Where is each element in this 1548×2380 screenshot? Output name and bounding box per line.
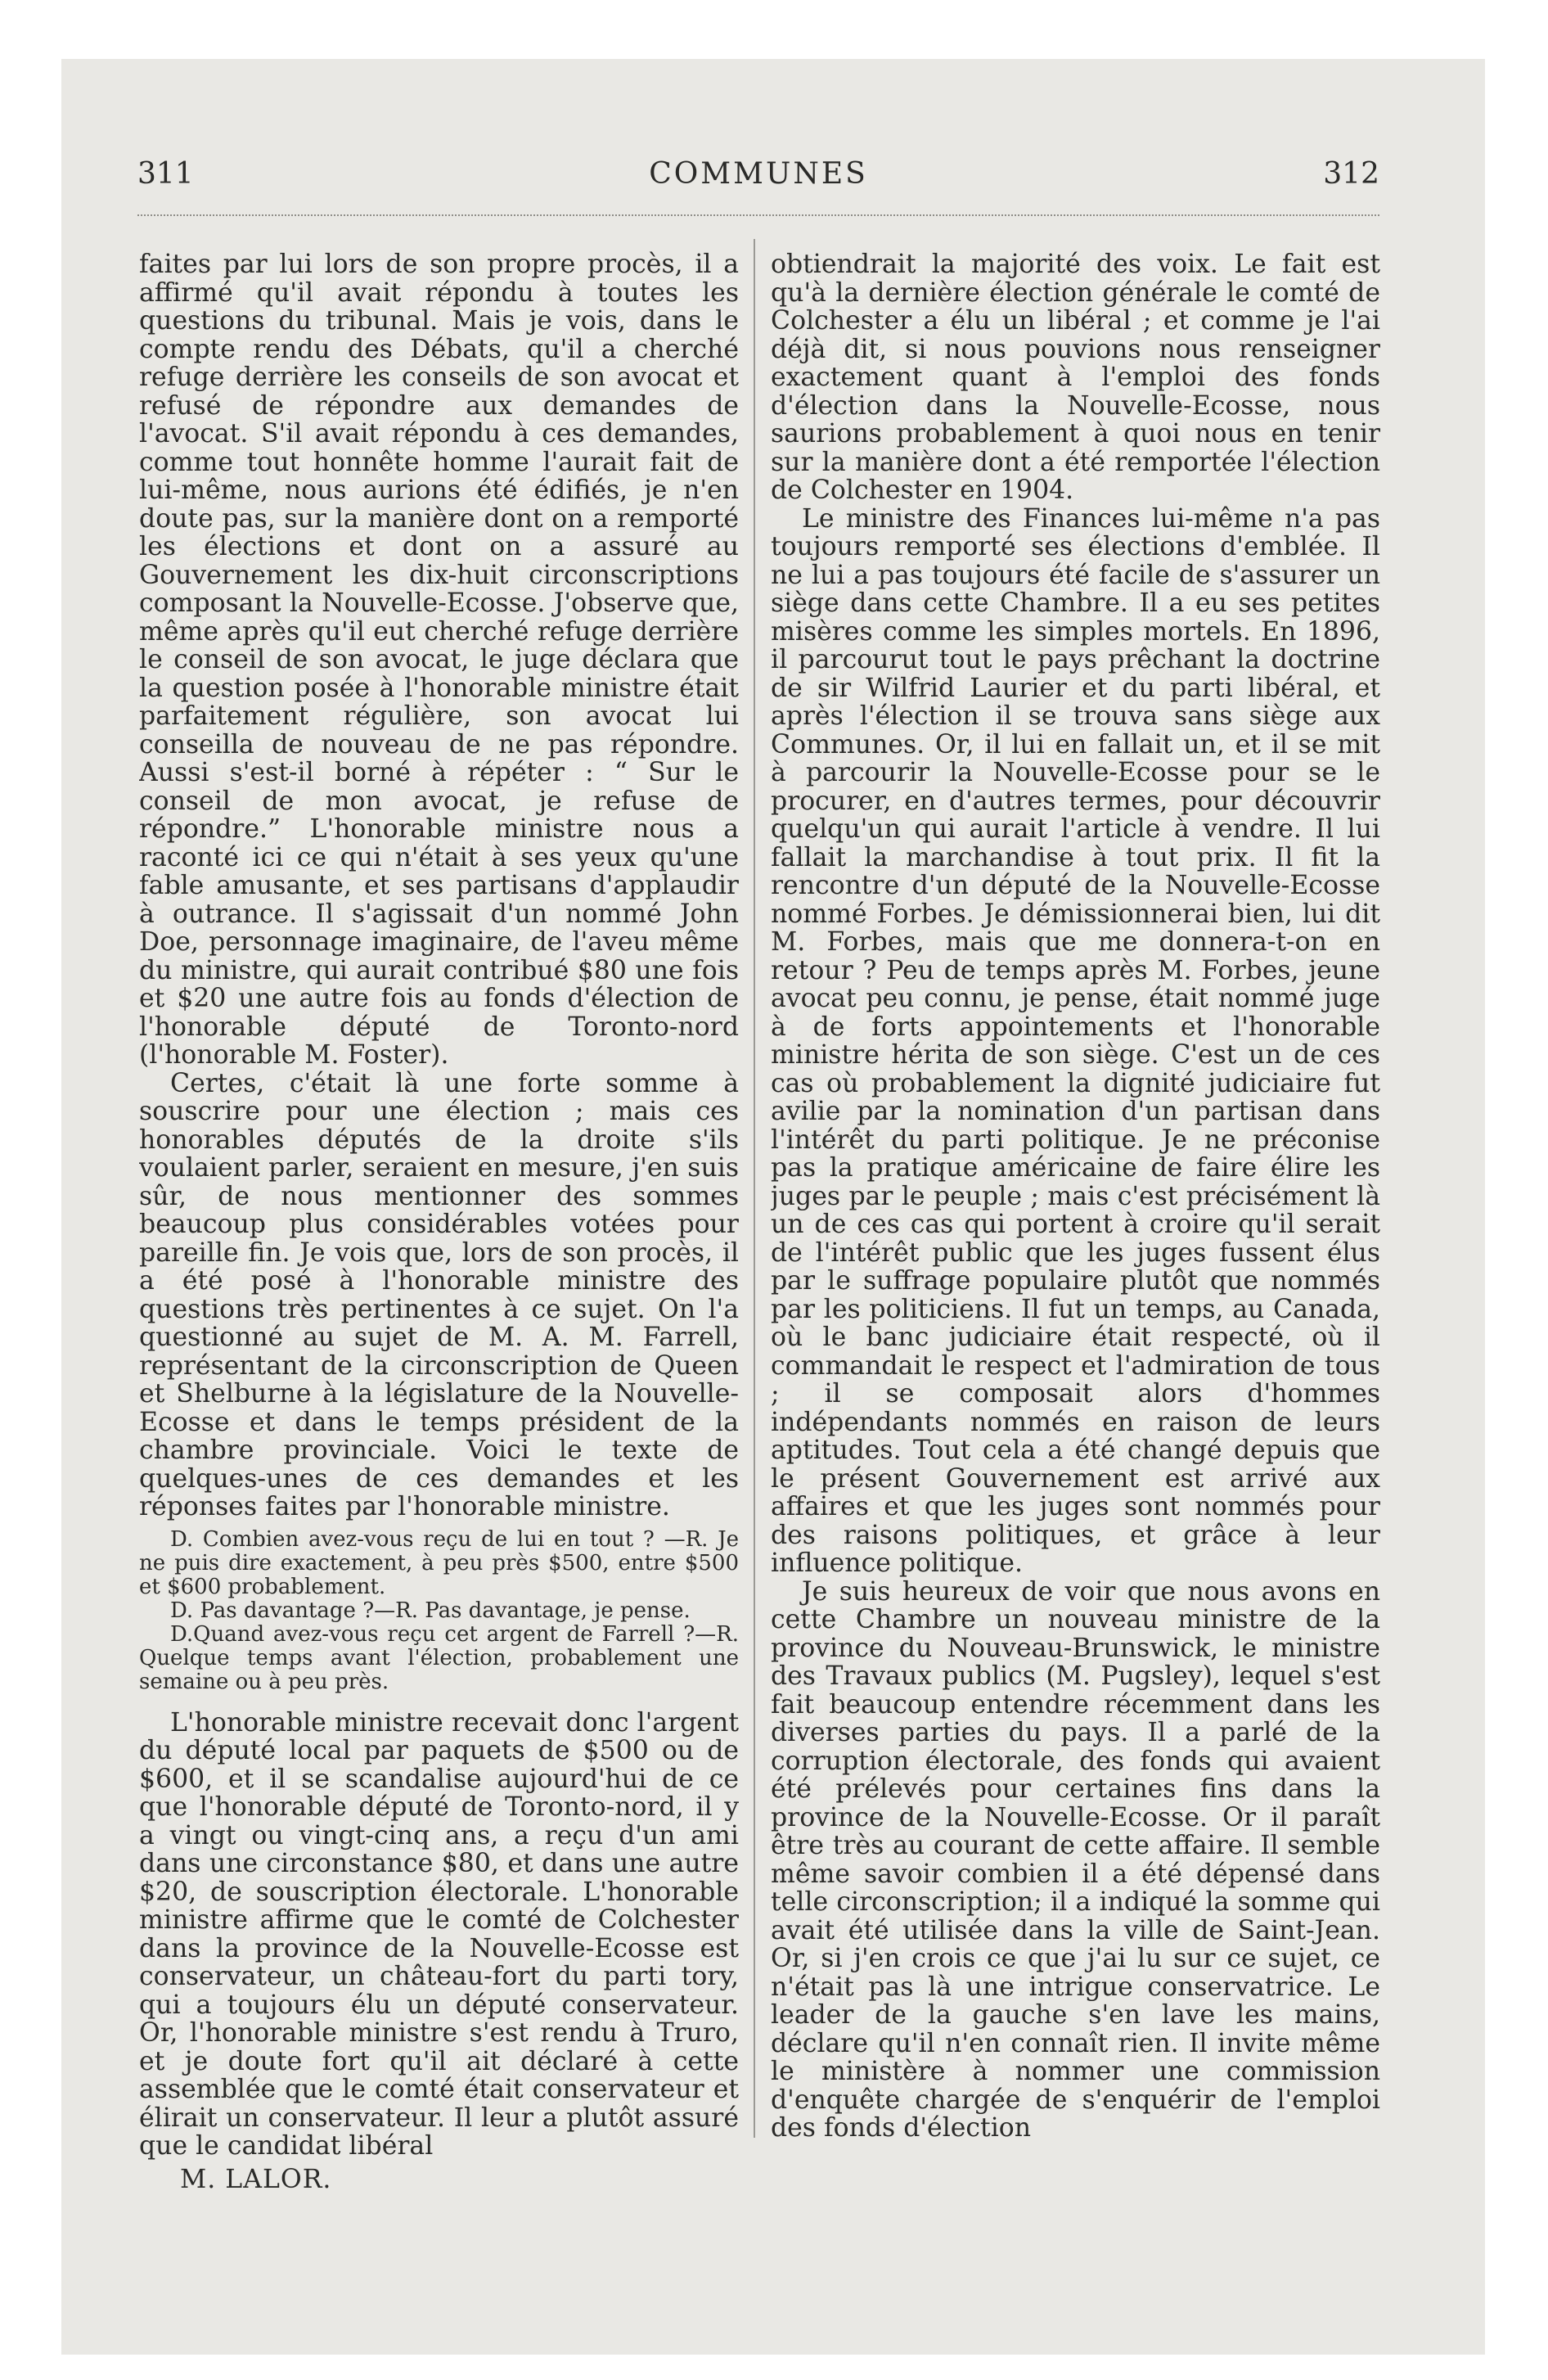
paragraph: Je suis heureux de voir que nous avons en cette Chambre un nouveau ministre de la province du Nouveau-Brunswick, le ministre des Travaux publics (M. Pugsley), lequel s'est fait beaucoup entendre récemment dans les diverses parties du pays. Il a parlé de la corruption électorale, des fonds qui avaient été prélevés pour certaines fins dans la province de la Nouvelle-Ecosse. Or il paraît être très au courant de cette affaire. Il semble même savoir combien il a été dépensé dans telle circonscription; il a indiqué la somme qui avait été utilisée dans la ville de Saint-Jean. Or, si j'en crois ce que j'ai lu sur ce sujet, ce n'était pas là une intrigue conservatrice. Le leader de la gauche s'en lave les mains, déclare qu'il n'en connaît rien. Il invite même le ministère à nommer une commission d'enquête chargée de s'enquérir de l'emploi des fonds d'élection [771, 1576, 1380, 2143]
qa-entry: D. Pas davantage ?—R. Pas davantage, je pense. [170, 1598, 691, 1623]
qa-entry: D.Quand avez-vous reçu cet argent de Farrell ?—R. Quelque temps avant l'élection, probablement une semaine ou à peu près. [139, 1621, 739, 1694]
paragraph: obtiendrait la majorité des voix. Le fait est qu'à la dernière élection générale le comté de Colchester a élu un libéral ; et comme je l'ai déjà dit, si nous pouvions nous renseigner exactement quant à l'emploi des fonds d'élection dans la Nouvelle-Ecosse, nous saurions probablement à quoi nous en tenir sur la manière dont a été remportée l'élection de Colchester en 1904. [771, 250, 1380, 505]
right-column [771, 250, 1380, 2313]
header-rule [137, 214, 1379, 216]
paragraph: L'honorable ministre recevait donc l'argent du député local par paquets de $500 ou de $600, et il se scandalise aujourd'hui de ce que l'honorable député de Toronto-nord, il y a vingt ou vingt-cinq ans, a reçu d'un ami dans une circonstance $80, et dans une autre $20, de souscription électorale. L'honorable ministre affirme que le comté de Colchester dans la province de la Nouvelle-Ecosse est conservateur, un château-fort du parti tory, qui a toujours élu un député conservateur. Or, l'honorable ministre s'est rendu à Truro, et je doute fort qu'il ait déclaré à cette assemblée que le comté était conservateur et élirait un conservateur. Il leur a plutôt assuré que le candidat libéral [139, 1707, 739, 2161]
column-divider [754, 239, 755, 2138]
qa-entry: D. Combien avez-vous reçu de lui en tout ? —R. Je ne puis dire exactement, à peu près $500, entre $500 et $600 probablement. [139, 1526, 739, 1599]
paragraph: Le ministre des Finances lui-même n'a pas toujours remporté ses élections d'emblée. Il ne lui a pas toujours été facile de s'assurer un siège dans cette Chambre. Il a eu ses petites misères comme les simples mortels. En 1896, il parcourut tout le pays prêchant la doctrine de sir Wilfrid Laurier et du parti libéral, et après l'élection il se trouva sans siège aux Communes. Or, il lui en fallait un, et il se mit à parcourir la Nouvelle-Ecosse pour se le procurer, en d'autres termes, pour découvrir quelqu'un qui aurait l'article à vendre. Il lui fallait la marchandise à tout prix. Il fit la rencontre d'un député de la Nouvelle-Ecosse nommé Forbes. Je démissionnerai bien, lui dit M. Forbes, mais que me donnera-t-on en retour ? Peu de temps après M. Forbes, jeune avocat peu connu, je pense, était nommé juge à de forts appointements et l'honorable ministre hérita de son siège. C'est un de ces cas où probablement la dignité judiciaire fut avilie par la nomination d'un partisan dans l'intérêt du parti politique. Je ne préconise pas la pratique américaine de faire élire les juges par le peuple ; mais c'est précisément là un de ces cas qui portent à croire qu'il serait de l'intérêt public que les juges fussent élus par le suffrage populaire plutôt que nommés par les politiciens. Il fut un temps, au Canada, où le banc judiciaire était respecté, où il commandait le respect et l'admiration de tous ; il se composait alors d'hommes indépendants nommés en raison de leurs aptitudes. Tout cela a été changé depuis que le présent Gouvernement est arrivé aux affaires et que les juges sont nommés pour des raisons politiques, et grâce à leur influence politique. [771, 503, 1380, 1578]
question-answer-block [139, 1528, 739, 1694]
speaker-name: M. LALOR. [180, 2164, 332, 2194]
running-title: COMMUNES [649, 157, 868, 191]
paragraph: faites par lui lors de son propre procès, il a affirmé qu'il avait répondu à toutes les questions du tribunal. Mais je vois, dans le compte rendu des Débats, qu'il a cherché refuge derrière les conseils de son avocat et refusé de répondre aux demandes de l'avocat. S'il avait répondu à ces demandes, comme tout honnête homme l'aurait fait de lui-même, nous aurions été édifiés, je n'en doute pas, sur la manière dont on a remporté les élections et dont on a assuré au Gouvernement les dix-huit circonscriptions composant la Nouvelle-Ecosse. J'observe que, même après qu'il eut cherché refuge derrière le conseil de son avocat, le juge déclara que la question posée à l'honorable ministre était parfaitement régulière, son avocat lui conseilla de nouveau de ne pas répondre. Aussi s'est-il borné à répéter : “ Sur le conseil de mon avocat, je refuse de répondre.” L'honorable ministre nous a raconté ici ce qui n'était à ses yeux qu'une fable amusante, et ses partisans d'applaudir à outrance. Il s'agissait d'un nommé John Doe, personnage imaginaire, de l'aveu même du ministre, qui aurait contribué $80 une fois et $20 une autre fois au fonds d'élection de l'honorable député de Toronto-nord (l'honorable M. Foster). [139, 250, 739, 1070]
left-column [139, 250, 739, 2313]
page-number-left: 311 [137, 157, 194, 191]
paragraph: Certes, c'était là une forte somme à souscrire pour une élection ; mais ces honorables députés de la droite s'ils voulaient parler, seraient en mesure, j'en suis sûr, de nous mentionner des sommes beaucoup plus considérables votées pour pareille fin. Je vois que, lors de son procès, il a été posé à l'honorable ministre des questions très pertinentes à ce sujet. On l'a questionné au sujet de M. A. M. Farrell, représentant de la circonscription de Queen et Shelburne à la législature de la Nouvelle-Ecosse et dans le temps président de la chambre provinciale. Voici le texte de quelques-unes de ces demandes et les réponses faites par l'honorable ministre. [139, 1068, 739, 1521]
page-header [137, 151, 1379, 197]
page-number-right: 312 [1323, 157, 1379, 191]
